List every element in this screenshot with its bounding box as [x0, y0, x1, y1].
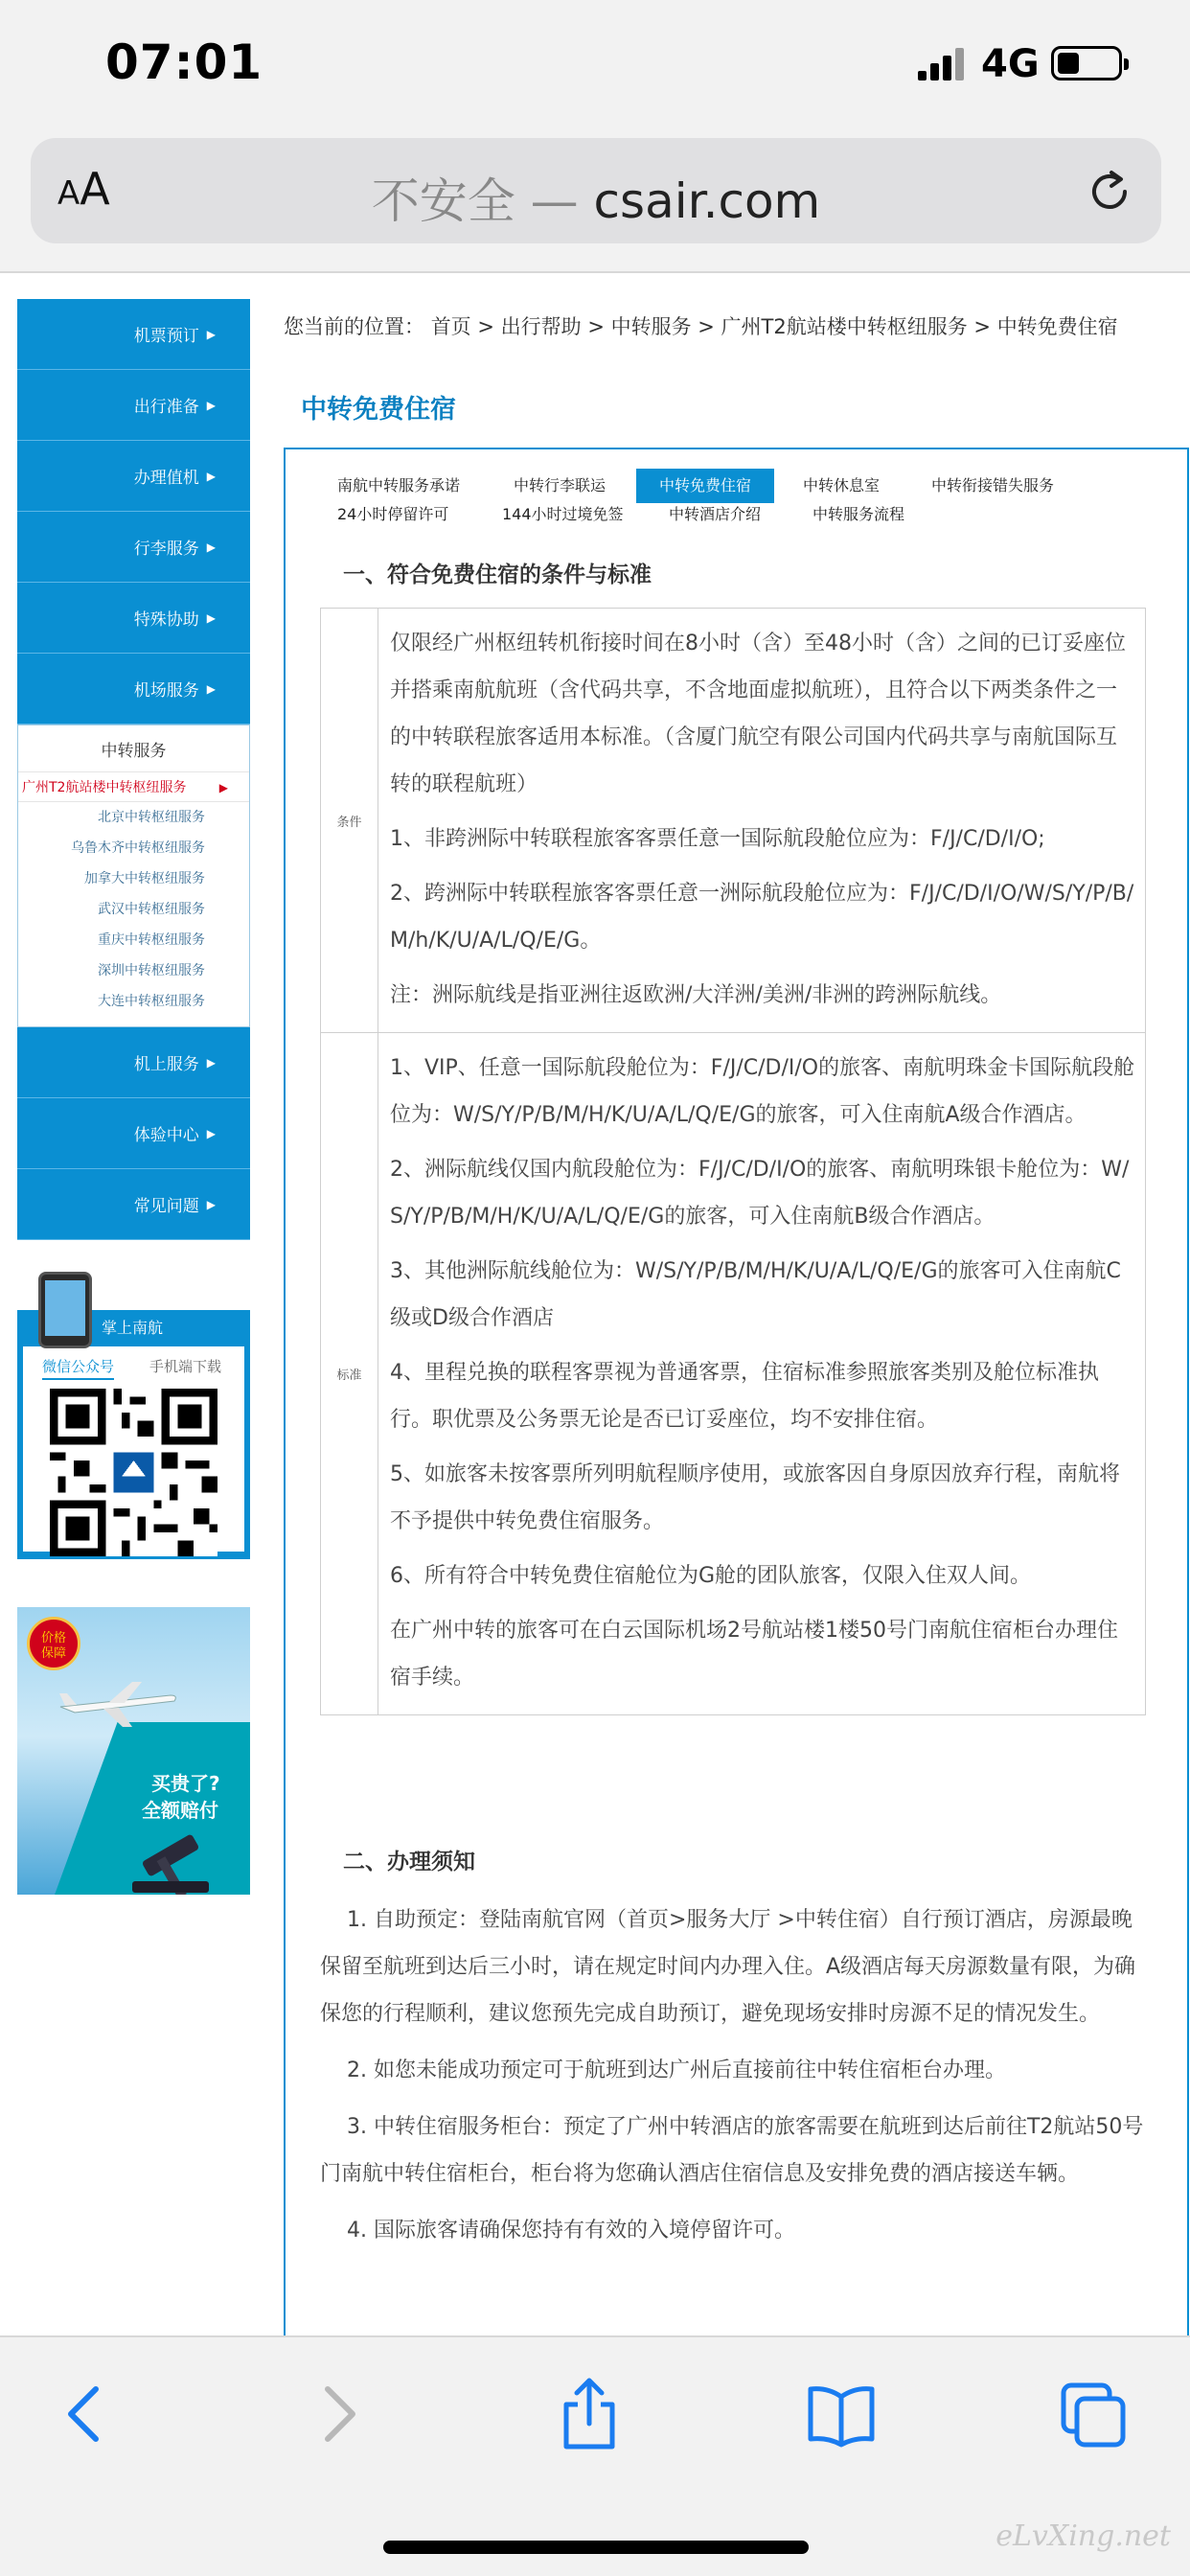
url-display[interactable] [31, 163, 1161, 232]
transfer-submenu-title[interactable]: 中转服务 [101, 742, 167, 761]
app-widget-body [23, 1346, 244, 1552]
transfer-link-guangzhou[interactable]: 广州T2航站楼中转枢纽服务 ▶ [18, 771, 249, 802]
cellular-signal-icon [918, 48, 966, 80]
sidebar-item-inflight[interactable]: 机上服务 ▶ [17, 1027, 250, 1098]
battery-icon [1051, 46, 1122, 80]
caret-right-icon: ▶ [206, 1197, 216, 1211]
gavel-icon [123, 1818, 228, 1895]
standard-paragraph: 在广州中转的旅客可在白云国际机场2号航站楼1楼50号门南航住宿柜台办理住宿手续。 [390, 1619, 1118, 1690]
airplane-icon [56, 1674, 180, 1732]
caret-right-icon: ▶ [206, 610, 216, 625]
tab-service-promise[interactable]: 南航中转服务承诺 [337, 476, 461, 494]
procedure-notes [320, 1897, 1146, 2264]
price-guarantee-banner[interactable] [17, 1607, 250, 1895]
app-download-widget [17, 1272, 250, 1559]
breadcrumb: 您当前的位置： 首页 > 出行帮助 > 中转服务 > 广州T2航站楼中转枢纽服务 > 中转免费住宿 [284, 315, 1118, 338]
tab-service-process[interactable]: 中转服务流程 [812, 505, 905, 523]
browser-top-bar [0, 134, 1190, 273]
tab-24h-stay[interactable]: 24小时停留许可 [337, 505, 449, 523]
row-label-conditions: 条件 [321, 609, 378, 1032]
breadcrumb-guangzhou-hub[interactable]: 广州T2航站楼中转枢纽服务 [721, 315, 968, 338]
sidebar-item-special-assist[interactable]: 特殊协助 ▶ [17, 583, 250, 654]
page-title: 中转免费住宿 [301, 395, 456, 425]
notice-paragraph: 4. 国际旅客请确保您持有有效的入境停留许可。 [347, 2219, 795, 2242]
transfer-link-canada[interactable]: 加拿大中转枢纽服务 [84, 871, 205, 886]
content-panel [284, 448, 1189, 2335]
sidebar-item-baggage[interactable]: 行李服务 ▶ [17, 512, 250, 583]
standard-paragraph: 6、所有符合中转免费住宿舱位为G舱的团队旅客，仅限入住双人间。 [390, 1564, 1032, 1588]
section-heading-procedures: 二、办理须知 [343, 1850, 475, 1874]
sidebar-item-booking[interactable]: 机票预订 ▶ [17, 299, 250, 370]
qr-code [50, 1389, 217, 1556]
transfer-link-wuhan[interactable]: 武汉中转枢纽服务 [98, 902, 205, 917]
sidebar-item-checkin[interactable]: 办理值机 ▶ [17, 441, 250, 512]
promo-subline: 全额赔付 [142, 1799, 218, 1822]
table-row [321, 609, 1145, 1033]
notice-paragraph: 1. 自助预定：登陆南航官网（首页>服务大厅 >中转住宿）自行预订酒店，房源最晚保留至航班到达后三小时，请在规定时间内办理入住。A级酒店每天房源数量有限，为确保您的行程顺利，建议您预先完成自助预订，避免现场安排时房源不足的情况发生。 [320, 1908, 1136, 2026]
section-heading-conditions: 一、符合免费住宿的条件与标准 [343, 563, 652, 587]
home-indicator[interactable] [383, 2541, 809, 2554]
back-icon[interactable] [50, 2376, 126, 2452]
breadcrumb-travel-help[interactable]: 出行帮助 [500, 315, 582, 338]
tab-144h-visa-free[interactable]: 144小时过境免签 [502, 505, 624, 523]
domain-label: csair.com [593, 173, 821, 229]
tab-baggage-transfer[interactable]: 中转行李联运 [514, 476, 606, 494]
app-widget-title: 掌上南航 [102, 1319, 164, 1337]
price-guarantee-badge: 价格 保障 [27, 1617, 80, 1670]
reload-icon[interactable] [1083, 165, 1136, 218]
share-icon[interactable] [551, 2376, 628, 2452]
tab-hotel-intro[interactable]: 中转酒店介绍 [669, 505, 762, 523]
bookmarks-icon[interactable] [803, 2376, 880, 2452]
phone-illustration [38, 1272, 92, 1348]
condition-paragraph: 2、跨洲际中转联程旅客客票任意一洲际航段舱位应为：F/J/C/D/I/O/W/S/Y/P/B/M/h/K/U/A/L/Q/E/G。 [390, 882, 1134, 953]
status-bar [0, 0, 1190, 134]
transfer-link-dalian[interactable]: 大连中转枢纽服务 [98, 994, 205, 1009]
caret-right-icon: ▶ [206, 327, 216, 341]
sidebar-nav [17, 299, 250, 1240]
network-type: 4G [981, 42, 1040, 86]
standard-paragraph: 1、VIP、任意一国际航段舱位为：F/J/C/D/I/O的旅客、南航明珠金卡国际航段舱位为：W/S/Y/P/B/M/H/K/U/A/L/Q/E/G的旅客，可入住南航A级合作酒店。 [390, 1056, 1135, 1127]
tab-mobile-download[interactable]: 手机端下载 [149, 1358, 222, 1375]
condition-paragraph: 1、非跨洲际中转联程旅客客票任意一国际航段舱位应为：F/J/C/D/I/O; [390, 827, 1045, 851]
browser-toolbar [0, 2335, 1190, 2576]
caret-right-icon: ▶ [206, 1126, 216, 1140]
forward-icon[interactable] [297, 2376, 374, 2452]
transfer-link-chongqing[interactable]: 重庆中转枢纽服务 [98, 932, 205, 948]
breadcrumb-current: 中转免费住宿 [996, 315, 1118, 338]
standard-paragraph: 2、洲际航线仅国内航段舱位为：F/J/C/D/I/O的旅客、南航明珠银卡舱位为：W/S/Y/P/B/M/H/K/U/A/L/Q/E/G的旅客，可入住南航B级合作酒店。 [390, 1158, 1130, 1229]
breadcrumb-transfer-service[interactable]: 中转服务 [610, 315, 692, 338]
sidebar-item-faq[interactable]: 常见问题 ▶ [17, 1169, 250, 1240]
standard-paragraph: 3、其他洲际航线舱位为：W/S/Y/P/B/M/H/K/U/A/L/Q/E/G的旅客可入住南航C级或D级合作酒店 [390, 1259, 1121, 1330]
address-bar[interactable] [31, 138, 1161, 243]
tabs-icon[interactable] [1054, 2376, 1131, 2452]
transfer-link-beijing[interactable]: 北京中转枢纽服务 [98, 810, 205, 825]
conditions-body [378, 609, 1145, 1032]
transfer-link-shenzhen[interactable]: 深圳中转枢纽服务 [98, 963, 205, 978]
caret-right-icon: ▶ [206, 398, 216, 412]
web-page [0, 275, 1190, 2335]
reader-settings-button[interactable]: AA [57, 163, 110, 215]
insecure-label: 不安全 — [371, 173, 579, 229]
condition-paragraph: 注：洲际航线是指亚洲往返欧洲/大洋洲/美洲/非洲的跨洲际航线。 [390, 983, 1002, 1007]
sidebar-item-airport[interactable]: 机场服务 ▶ [17, 654, 250, 724]
transfer-link-urumqi[interactable]: 乌鲁木齐中转枢纽服务 [71, 840, 205, 856]
transfer-submenu [17, 724, 250, 1027]
tab-wechat[interactable]: 微信公众号 [42, 1356, 114, 1380]
sidebar-item-experience[interactable]: 体验中心 ▶ [17, 1098, 250, 1169]
status-time: 07:01 [105, 34, 263, 90]
notice-paragraph: 2. 如您未能成功预定可于航班到达广州后直接前往中转住宿柜台办理。 [347, 2058, 1006, 2082]
table-row [321, 1033, 1145, 1714]
caret-right-icon: ▶ [206, 540, 216, 554]
tab-free-accommodation[interactable]: 中转免费住宿 [636, 469, 774, 503]
tab-missed-connection[interactable]: 中转衔接错失服务 [931, 476, 1055, 494]
promo-headline: 买贵了? [151, 1772, 220, 1795]
standard-paragraph: 4、里程兑换的联程客票视为普通客票，住宿标准参照旅客类别及舱位标准执行。职优票及公务票无论是否已订妥座位，均不安排住宿。 [390, 1361, 1099, 1432]
caret-right-icon: ▶ [206, 469, 216, 483]
notice-paragraph: 3. 中转住宿服务柜台：预定了广州中转酒店的旅客需要在航班到达后前往T2航站50号门南航中转住宿柜台，柜台将为您确认酒店住宿信息及安排免费的酒店接送车辆。 [320, 2115, 1144, 2186]
condition-paragraph: 仅限经广州枢纽转机衔接时间在8小时（含）至48小时（含）之间的已订妥座位并搭乘南航航班（含代码共享，不含地面虚拟航班），且符合以下两类条件之一的中转联程旅客适用本标准。（含厦门航空有限公司国内代码共享与南航国际互转的联程航班） [390, 632, 1126, 796]
caret-right-icon: ▶ [206, 681, 216, 696]
caret-right-icon: ▶ [206, 1055, 216, 1070]
standards-body [378, 1033, 1145, 1714]
row-label-standards: 标准 [321, 1033, 378, 1714]
sidebar-item-travel-prep[interactable]: 出行准备 ▶ [17, 370, 250, 441]
standard-paragraph: 5、如旅客未按客票所列明航程顺序使用，或旅客因自身原因放弃行程，南航将不予提供中转免费住宿服务。 [390, 1462, 1120, 1533]
conditions-table [320, 608, 1146, 1715]
breadcrumb-prefix: 您当前的位置： [284, 315, 424, 338]
watermark: eLvXing.net [995, 2519, 1171, 2553]
breadcrumb-home[interactable]: 首页 [430, 315, 471, 338]
tab-lounge[interactable]: 中转休息室 [803, 476, 881, 494]
